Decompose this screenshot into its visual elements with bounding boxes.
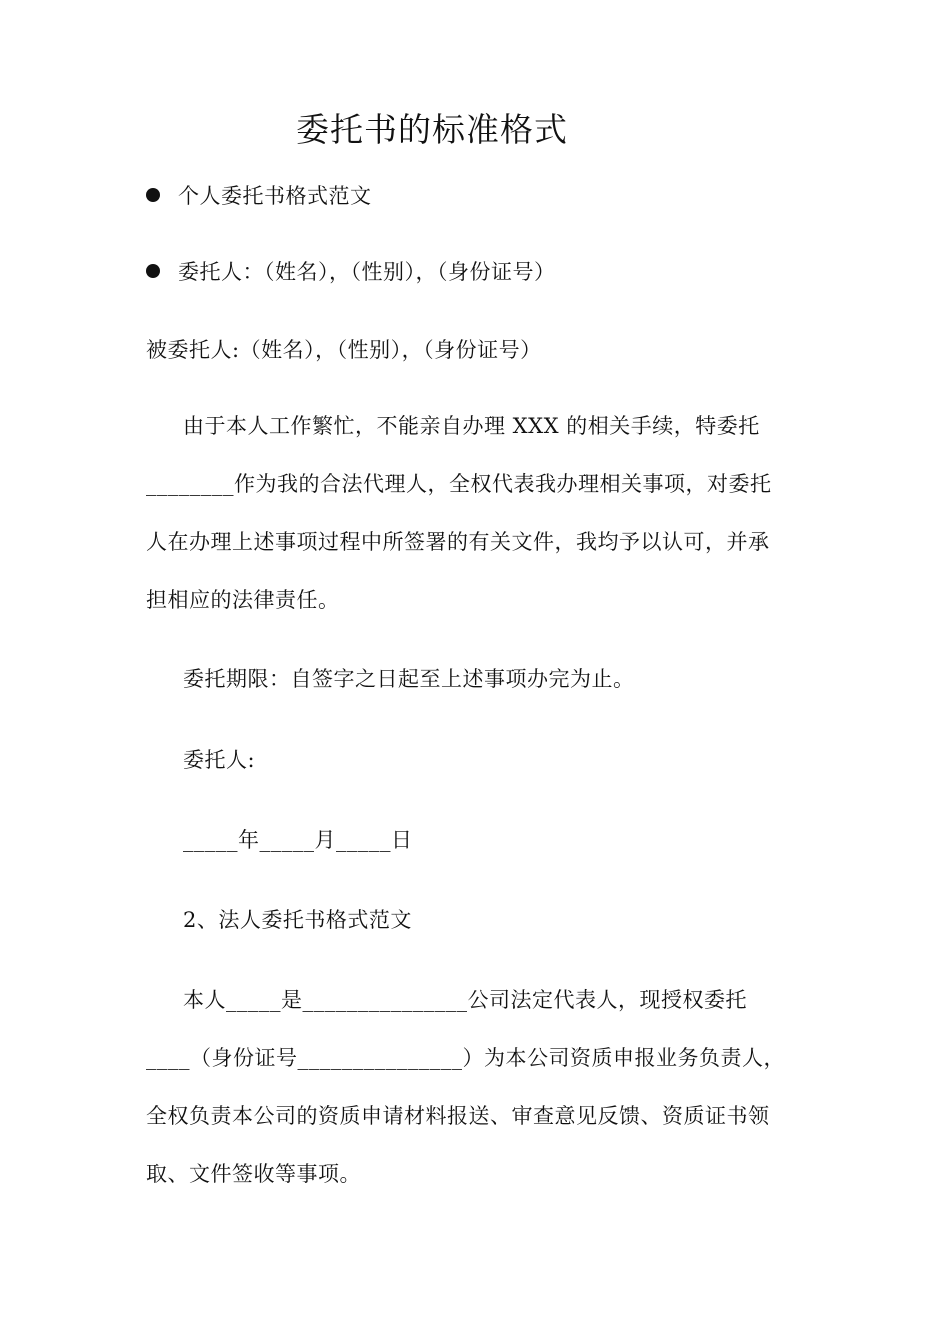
paragraph-line: 担相应的法律责任。 [146, 588, 340, 612]
date-line: _____年_____月_____日 [183, 828, 413, 852]
bullet-text: 委托人：（姓名），（性别），（身份证号） [178, 260, 556, 284]
section-heading: 2、法人委托书格式范文 [183, 908, 412, 932]
paragraph-line: 全权负责本公司的资质申请材料报送、审查意见反馈、资质证书领 [146, 1104, 770, 1128]
paragraph-line: 委托人: [183, 748, 256, 772]
paragraph-line: 人在办理上述事项过程中所签署的有关文件，我均予以认可，并承 [146, 530, 770, 554]
paragraph-line: 本人_____是_______________公司法定代表人，现授权委托 [183, 988, 747, 1012]
document-title: 委托书的标准格式 [296, 110, 568, 149]
paragraph-line: 委托期限：自签字之日起至上述事项办完为止。 [183, 667, 635, 691]
paragraph-line: ____（身份证号_______________）为本公司资质申报业务负责人， [146, 1046, 785, 1070]
paragraph-line: 取、文件签收等事项。 [146, 1162, 361, 1186]
bullet-icon [146, 188, 160, 202]
bullet-icon [146, 264, 160, 278]
paragraph-line: 被委托人:（姓名），（性别），（身份证号） [146, 338, 542, 362]
paragraph-line: 由于本人工作繁忙，不能亲自办理 XXX 的相关手续，特委托 [183, 414, 760, 438]
paragraph-line: ________作为我的合法代理人，全权代表我办理相关事项，对委托 [146, 472, 772, 496]
bullet-text: 个人委托书格式范文 [178, 184, 372, 208]
